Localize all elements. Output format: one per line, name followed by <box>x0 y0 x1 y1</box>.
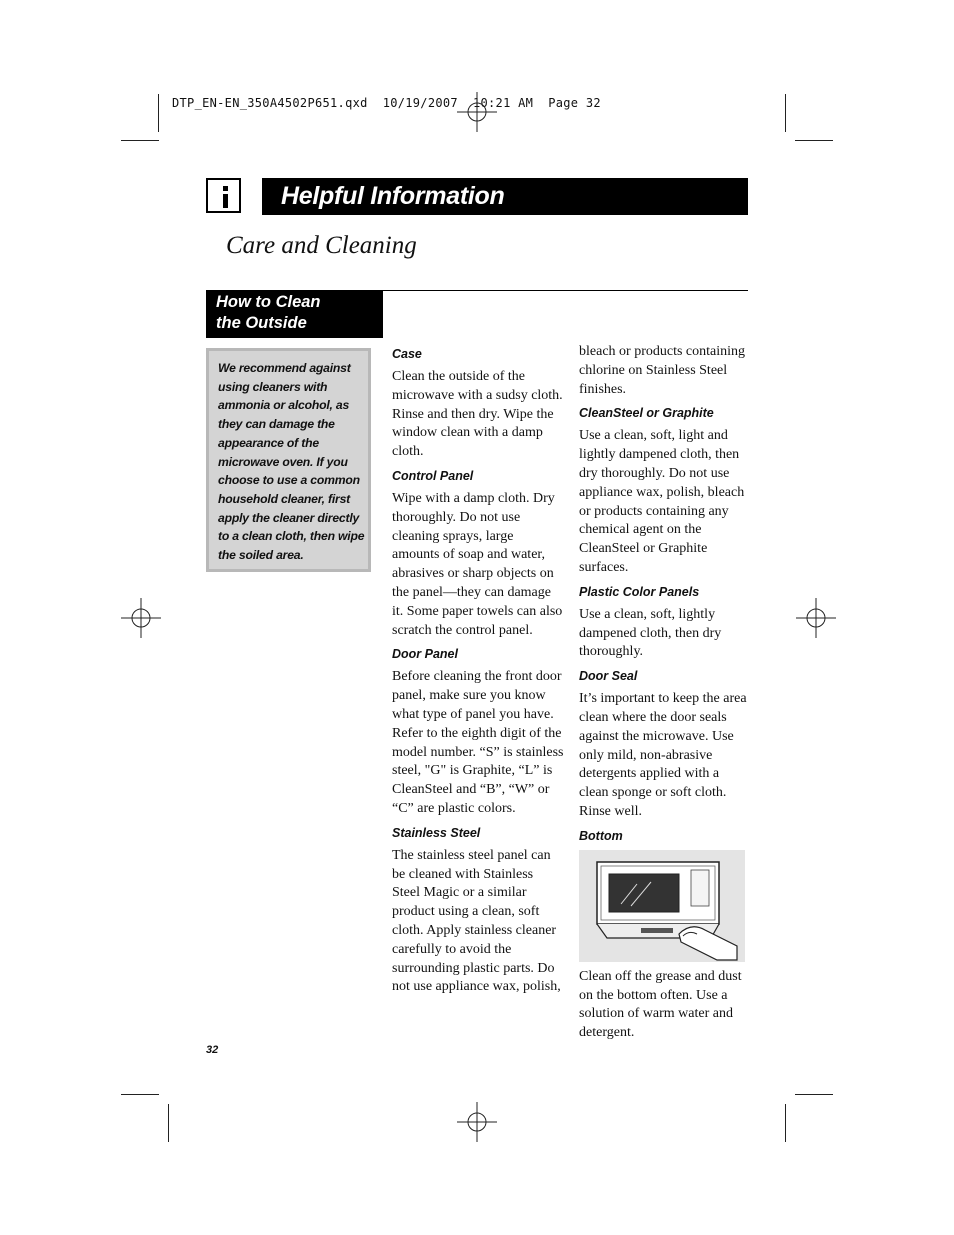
page-number: 32 <box>206 1044 219 1056</box>
case-text: Clean the outside of the microwave with a sudsy cloth. Rinse and then dry. Wipe the window clean with a damp cloth. <box>392 369 563 460</box>
case-heading: Case <box>392 347 422 361</box>
stainless-steel-text: The stainless steel panel can be cleaned with Stainless Steel Magic or a similar product using a clean, soft cloth. Apply stainless cleaner carefully to avoid the surrounding plastic parts. Do not use appliance wax, polish, <box>392 847 561 995</box>
info-icon <box>206 178 241 213</box>
door-seal-heading: Door Seal <box>579 669 638 684</box>
crop-mark <box>795 1094 833 1095</box>
crop-mark <box>795 140 833 141</box>
cleansteel-text: Use a clean, soft, light and lightly dampened cloth, then dry thoroughly. Do not use appliance wax, polish, bleach or products containing any chemical agent on the CleanSteel or Graphite surfaces. <box>579 428 745 575</box>
control-panel-text: Wipe with a damp cloth. Dry thoroughly. Do not use cleaning sprays, large amounts of soap and water, abrasives or sharp objects on the panel—they can damage it. Some paper towels can also scratch the control panel. <box>392 490 563 638</box>
crop-mark <box>785 1104 786 1142</box>
banner-title: Helpful Information <box>281 182 505 210</box>
plastic-panels-text: Use a clean, soft, lightly dampened cloth, then dry thoroughly. <box>579 606 722 660</box>
divider <box>383 290 748 291</box>
bottom-text: Clean off the grease and dust on the bottom often. Use a solution of warm water and detergent. <box>579 968 742 1041</box>
door-seal-text: It’s important to keep the area clean where the door seals against the microwave. Use only mild, non-abrasive detergents applied with a clean sponge or soft cloth. Rinse well. <box>579 691 747 819</box>
warning-note-text: We recommend against using cleaners with ammonia or alcohol, as they can damage the appearance of the microwave oven. If you choose to use a common household cleaner, first apply the cleaner directly to a clean cloth, then wipe the soiled area. <box>218 361 365 563</box>
section-heading <box>206 290 383 338</box>
content-column-2 <box>579 343 751 1049</box>
crop-mark <box>158 94 159 132</box>
crop-mark <box>121 1094 159 1095</box>
page-subtitle: Care and Cleaning <box>226 232 417 259</box>
warning-note <box>206 348 371 572</box>
microwave-icon <box>579 850 745 962</box>
door-panel-text: Before cleaning the front door panel, make sure you know what type of panel you have. Refer to the eighth digit of the model number. “S” is stainless steel, "G" is Graphite, “L” is CleanSteel and “B”, “W” or “C” are plastic colors. <box>392 669 564 816</box>
registration-mark-icon <box>457 1102 497 1142</box>
bottom-heading: Bottom <box>579 828 623 843</box>
crop-mark <box>785 94 786 132</box>
crop-mark <box>121 140 159 141</box>
cleansteel-heading: CleanSteel or Graphite <box>579 406 714 421</box>
section-heading-line1: How to Clean <box>216 293 321 311</box>
file-slug: DTP_EN-EN_350A4502P651.qxd 10/19/2007 10:21 AM Page 32 <box>172 96 601 110</box>
section-heading-line2: the Outside <box>216 314 307 332</box>
registration-mark-icon <box>457 92 497 132</box>
control-panel-heading: Control Panel <box>392 468 474 483</box>
content-column-1 <box>392 346 564 1003</box>
stainless-steel-heading: Stainless Steel <box>392 825 481 840</box>
registration-mark-icon <box>796 598 836 638</box>
door-panel-heading: Door Panel <box>392 647 458 662</box>
registration-mark-icon <box>121 598 161 638</box>
crop-mark <box>168 1104 169 1142</box>
section-banner <box>262 178 748 215</box>
continued-text: bleach or products containing chlorine on Stainless Steel finishes. <box>579 344 746 397</box>
plastic-panels-heading: Plastic Color Panels <box>579 584 700 599</box>
microwave-cleaning-illustration <box>579 850 745 962</box>
